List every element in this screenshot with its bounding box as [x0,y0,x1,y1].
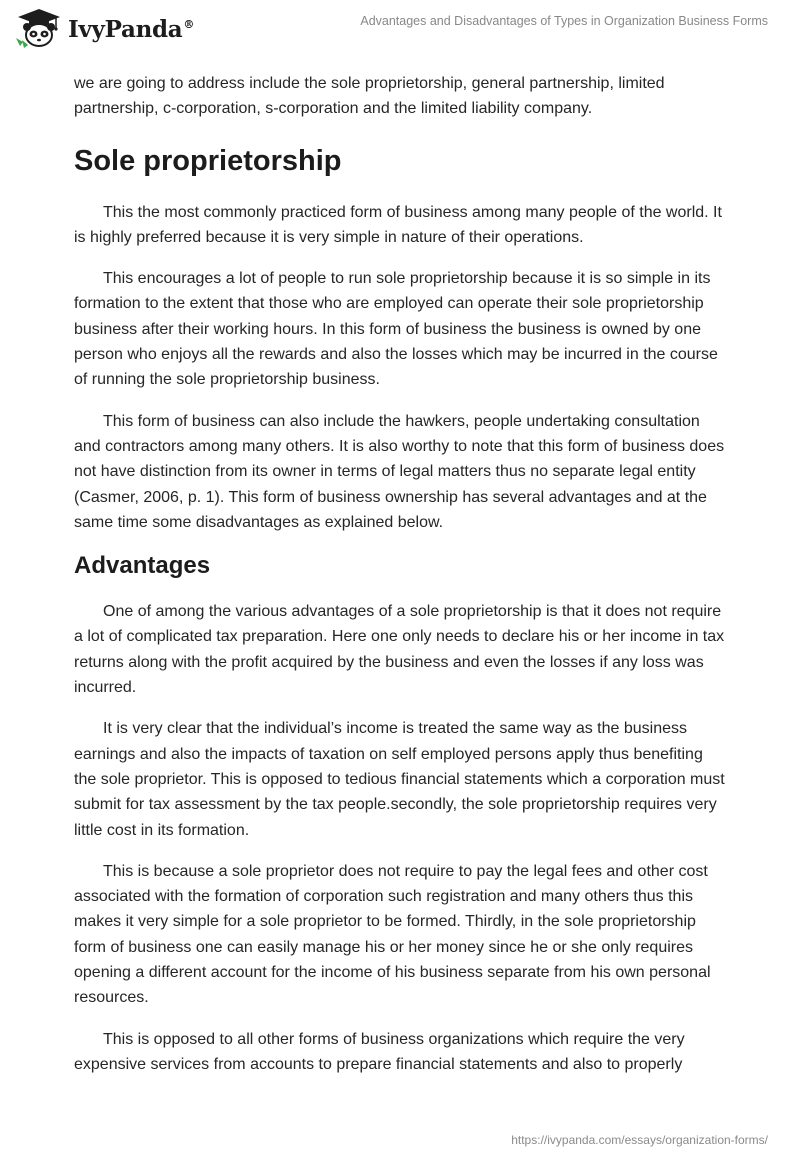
section-heading-sole-proprietorship: Sole proprietorship [74,144,342,177]
page-header [0,0,800,70]
body-paragraph: This is because a sole proprietor does not require to pay the legal fees and other cost associated with the formation of corporation such registration and many others thus this makes it very simple for a sole proprietor to be formed. Thirdly, in the sole proprietorship form of business one can easily manage his or her money since he or she only requires opening a different account for the income of his business separate from his own personal resources. [74,862,711,1007]
essay-content [74,71,726,1093]
registered-mark: ® [183,17,195,31]
brand-name: IvyPanda® [68,15,195,43]
body-paragraph: It is very clear that the individual’s income is treated the same way as the business earnings and also the impacts of taxation on self employed persons apply thus benefiting the sole proprietor. This is opposed to tedious financial statements which a corporation must submit for tax assessment by the tax people.secondly, the sole proprietorship requires very little cost in its formation. [74,720,725,839]
body-paragraph: One of among the various advantages of a sole proprietorship is that it does not require a lot of complicated tax preparation. Here one only needs to declare his or her income in tax returns along with the profit acquired by the business and even the losses if any loss was incurred. [74,603,725,697]
source-url[interactable]: https://ivypanda.com/essays/organization-forms/ [511,1133,768,1147]
section-heading-advantages: Advantages [74,552,211,580]
body-paragraph: This encourages a lot of people to run sole proprietorship because it is so simple in its formation to the extent that those who are employed can operate their sole proprietorship business after their working hours. In this form of business the business is owned by one person who enjoys all the rewards and also the losses which may be incurred in the course of running the sole proprietorship business. [74,270,718,389]
ivypanda-logo[interactable] [14,8,194,50]
body-paragraph: This form of business can also include the hawkers, people undertaking consultation and contractors among many others. It is also worthy to note that this form of business does not have distinction from its owner in terms of legal matters thus no separate legal entity (Casmer, 2006, p. 1). This form of business ownership has several advantages and at the same time some disadvantages as explained below. [74,412,725,531]
body-paragraph: This is opposed to all other forms of business organizations which require the very expensive services from accounts to prepare financial statements and also to properly [74,1030,685,1073]
body-paragraph: This the most commonly practiced form of business among many people of the world. It is highly preferred because it is very simple in nature of their operations. [74,203,722,246]
intro-paragraph: we are going to address include the sole proprietorship, general partnership, limited partnership, c-corporation, s-corporation and the limited liability company. [74,75,665,118]
document-title: Advantages and Disadvantages of Types in Organization Business Forms [360,14,768,28]
panda-graduate-icon [14,8,64,50]
